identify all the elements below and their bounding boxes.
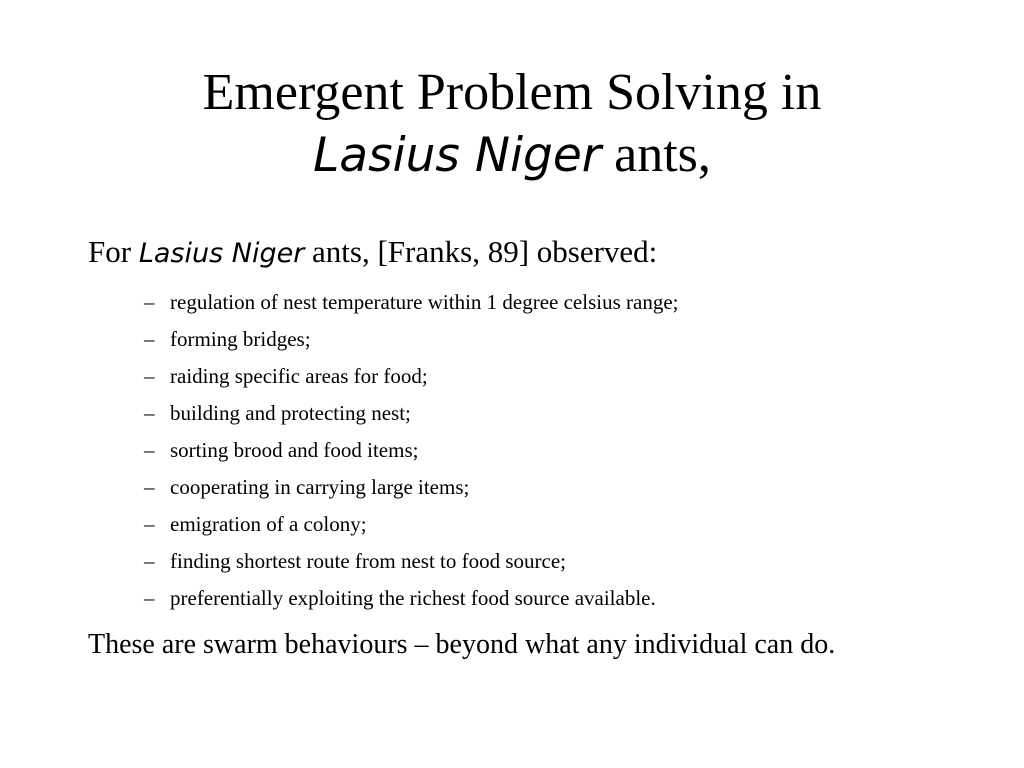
list-item-text: building and protecting nest;: [170, 401, 411, 425]
list-item: [88, 543, 988, 580]
list-item: [88, 358, 988, 395]
list-item-text: preferentially exploiting the richest food source available.: [170, 586, 656, 610]
slide-title: [0, 62, 1024, 187]
dash-bullet: –: [144, 401, 155, 425]
list-item: [88, 395, 988, 432]
list-item: [88, 432, 988, 469]
list-item: [88, 580, 988, 617]
list-item: [88, 284, 988, 321]
dash-bullet: –: [144, 512, 155, 536]
title-suffix: ants,: [601, 126, 711, 183]
lead-paragraph: [88, 230, 988, 276]
title-line-1: Emergent Problem Solving in: [202, 64, 822, 121]
behaviour-list: [88, 284, 988, 617]
list-item-text: raiding specific areas for food;: [170, 364, 428, 388]
dash-bullet: –: [144, 364, 155, 388]
dash-bullet: –: [144, 290, 155, 314]
dash-bullet: –: [144, 586, 155, 610]
title-line-2: [0, 124, 1024, 187]
closing-statement: These are swarm behaviours – beyond what any individual can do.: [88, 629, 836, 660]
dash-bullet: –: [144, 549, 155, 573]
slide-body: [88, 230, 988, 667]
title-species: Lasius Niger: [313, 128, 602, 183]
list-item: [88, 506, 988, 543]
list-item-text: sorting brood and food items;: [170, 438, 419, 462]
list-item: [88, 321, 988, 358]
list-item: [88, 469, 988, 506]
list-item-text: regulation of nest temperature within 1 degree celsius range;: [170, 290, 679, 314]
dash-bullet: –: [144, 438, 155, 462]
lead-suffix: ants, [Franks, 89] observed:: [304, 234, 658, 269]
lead-prefix: For: [88, 234, 139, 269]
list-item-text: finding shortest route from nest to food source;: [170, 549, 567, 573]
list-item-text: forming bridges;: [170, 327, 311, 351]
dash-bullet: –: [144, 475, 155, 499]
dash-bullet: –: [144, 327, 155, 351]
list-item-text: emigration of a colony;: [170, 512, 367, 536]
list-item-text: cooperating in carrying large items;: [170, 475, 470, 499]
lead-species: Lasius Niger: [138, 238, 305, 269]
